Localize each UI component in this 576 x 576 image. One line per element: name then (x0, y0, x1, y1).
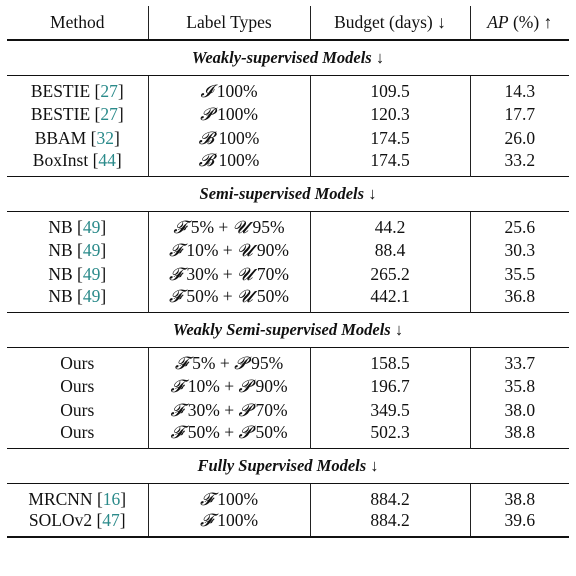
label-types-cell (148, 102, 310, 126)
method-name: NB (48, 239, 73, 260)
label-type-symbol: 𝓑 (198, 151, 215, 171)
citation-ref: 27 (100, 103, 118, 124)
label-type-percent: 100% (212, 510, 259, 530)
label-types-cell (148, 348, 310, 375)
budget-cell: 884.2 (310, 510, 470, 537)
table-row (7, 398, 569, 422)
ap-cell: 25.6 (504, 217, 536, 237)
label-types-cell (148, 374, 310, 398)
method-name: NB (48, 263, 73, 284)
ap-cell: 33.7 (504, 353, 536, 373)
section-title: Weakly-supervised Models ↓ (7, 40, 569, 76)
label-type-symbol: 𝓑 (198, 128, 215, 149)
table-row (7, 150, 569, 177)
ap-cell: 38.8 (504, 422, 536, 442)
table-row (7, 126, 569, 150)
label-type-symbol: 𝓟 (238, 423, 252, 443)
label-type-symbol: 𝓤 (237, 287, 253, 307)
label-type-percent: 10% + (181, 239, 238, 260)
budget-cell: 174.5 (310, 126, 470, 150)
budget-cell: 196.7 (310, 374, 470, 398)
budget-cell: 120.3 (310, 102, 470, 126)
method-name: NB (48, 217, 73, 237)
label-type-percent: 50% (252, 286, 289, 306)
method-cell: NB [49] (7, 238, 148, 262)
label-type-percent: 50% (251, 422, 288, 442)
table-row (7, 212, 569, 239)
label-type-percent: 70% (252, 263, 289, 284)
section-header-row (7, 313, 569, 348)
label-type-percent: 70% (251, 399, 288, 420)
label-type-symbol: 𝓟 (238, 376, 252, 397)
citation-ref: 47 (102, 510, 120, 530)
label-type-percent: 90% (252, 239, 289, 260)
results-table (7, 6, 569, 538)
section-header-row (7, 40, 569, 76)
label-types-cell (148, 238, 310, 262)
header-budget: Budget (days) ↓ (310, 6, 470, 40)
budget-cell: 88.4 (310, 238, 470, 262)
ap-cell: 38.8 (504, 489, 536, 509)
method-name: Ours (60, 353, 95, 373)
section-header-row (7, 449, 569, 484)
header-ap (470, 6, 569, 40)
label-types-cell (148, 76, 310, 103)
budget-cell: 158.5 (310, 348, 470, 375)
label-type-symbol: 𝓕 (199, 490, 213, 510)
header-label-types: Label Types (148, 6, 310, 40)
method-cell (7, 374, 148, 398)
citation-ref: 49 (82, 263, 101, 284)
table-row (7, 484, 569, 511)
table-row (7, 102, 569, 126)
label-type-percent: 90% (251, 375, 288, 396)
label-type-symbol: 𝓕 (174, 354, 188, 374)
method-name: Ours (60, 375, 95, 396)
method-name: BESTIE (30, 103, 91, 124)
label-type-percent: 95% (246, 353, 284, 373)
label-types-cell (148, 262, 310, 286)
citation-ref: 44 (98, 150, 116, 170)
ap-cell: 36.8 (504, 286, 536, 306)
label-type-percent: 100% (212, 489, 259, 509)
label-type-percent: 30% + (183, 399, 239, 420)
header-ap-symbol: AP (487, 12, 509, 32)
budget-cell: 349.5 (310, 398, 470, 422)
label-types-cell (148, 150, 310, 177)
ap-cell: 35.8 (504, 375, 536, 396)
table-row (7, 374, 569, 398)
budget-cell: 174.5 (310, 150, 470, 177)
label-type-percent: 100% (214, 150, 260, 170)
method-cell: BESTIE [27] (7, 102, 148, 126)
method-name: BESTIE (30, 81, 91, 101)
section-title: Fully Supervised Models ↓ (7, 449, 569, 484)
label-type-symbol: 𝓕 (169, 264, 182, 285)
table-row (7, 286, 569, 313)
label-type-symbol: 𝓤 (237, 264, 253, 285)
section-title: Semi-supervised Models ↓ (7, 177, 569, 212)
method-cell: NB [49] (7, 262, 148, 286)
label-type-percent: 5% + (187, 353, 235, 373)
label-type-percent: 50% + (183, 422, 239, 442)
label-types-cell (148, 510, 310, 537)
label-types-cell (148, 422, 310, 449)
method-cell: BBAM [32] (7, 126, 148, 150)
method-name: BoxInst (32, 150, 89, 170)
header-method: Method (7, 6, 148, 40)
table-row (7, 262, 569, 286)
method-cell: BoxInst [44] (7, 150, 148, 177)
label-types-cell (148, 484, 310, 511)
method-name: SOLOv2 (28, 510, 93, 530)
header-row (7, 6, 569, 40)
budget-cell: 265.2 (310, 262, 470, 286)
method-cell: NB [49] (7, 286, 148, 313)
section-header-row (7, 177, 569, 212)
ap-cell: 33.2 (504, 150, 536, 170)
label-type-symbol: 𝓘 (200, 82, 213, 102)
label-type-percent: 100% (212, 81, 258, 101)
label-type-percent: 10% + (183, 375, 239, 396)
budget-cell: 884.2 (310, 484, 470, 511)
label-type-percent: 50% + (181, 286, 238, 306)
label-type-percent: 95% (248, 217, 285, 237)
method-cell: MRCNN [16] (7, 484, 148, 511)
method-cell (7, 348, 148, 375)
label-types-cell (148, 212, 310, 239)
method-name: Ours (60, 399, 95, 420)
citation-ref: 32 (96, 127, 114, 148)
label-type-symbol: 𝓕 (169, 287, 182, 307)
method-cell: SOLOv2 [47] (7, 510, 148, 537)
budget-cell: 442.1 (310, 286, 470, 313)
ap-cell: 14.3 (504, 81, 536, 101)
label-type-symbol: 𝓤 (232, 218, 249, 238)
label-type-percent: 100% (212, 103, 258, 124)
label-type-symbol: 𝓟 (238, 400, 252, 421)
table-row (7, 238, 569, 262)
method-name: MRCNN (28, 489, 93, 509)
table-row (7, 76, 569, 103)
ap-cell: 38.0 (504, 399, 536, 420)
table-row (7, 510, 569, 537)
citation-ref: 49 (82, 239, 101, 260)
method-cell: BESTIE [27] (7, 76, 148, 103)
label-type-symbol: 𝓕 (170, 376, 184, 397)
budget-cell: 44.2 (310, 212, 470, 239)
table-row (7, 348, 569, 375)
citation-ref: 49 (82, 286, 101, 306)
ap-cell: 39.6 (470, 510, 569, 537)
ap-cell: 17.7 (504, 103, 536, 124)
method-cell (7, 422, 148, 449)
method-cell: NB [49] (7, 212, 148, 239)
section-title: Weakly Semi-supervised Models ↓ (7, 313, 569, 348)
ap-cell: 35.5 (504, 263, 536, 284)
citation-ref: 16 (102, 489, 121, 509)
label-type-percent: 30% + (181, 263, 238, 284)
label-types-cell (148, 398, 310, 422)
label-type-percent: 100% (214, 127, 260, 148)
label-type-symbol: 𝓕 (170, 423, 184, 443)
citation-ref: 27 (100, 81, 118, 101)
ap-cell: 26.0 (504, 127, 536, 148)
ap-cell: 30.3 (504, 239, 536, 260)
label-type-percent: 5% + (186, 217, 233, 237)
label-type-symbol: 𝓕 (170, 400, 184, 421)
method-cell (7, 398, 148, 422)
method-name: BBAM (34, 127, 87, 148)
method-name: NB (48, 286, 73, 306)
budget-cell: 502.3 (310, 422, 470, 449)
method-name: Ours (60, 422, 95, 442)
label-type-symbol: 𝓕 (173, 218, 187, 238)
label-types-cell (148, 286, 310, 313)
label-type-symbol: 𝓕 (199, 511, 213, 531)
budget-cell: 109.5 (310, 76, 470, 103)
citation-ref: 49 (82, 217, 101, 237)
label-type-symbol: 𝓤 (237, 240, 253, 261)
label-type-symbol: 𝓟 (234, 354, 247, 374)
header-ap-unit: (%) ↑ (508, 12, 553, 32)
label-type-symbol: 𝓟 (200, 104, 213, 125)
label-types-cell (148, 126, 310, 150)
label-type-symbol: 𝓕 (169, 240, 182, 261)
table-row (7, 422, 569, 449)
